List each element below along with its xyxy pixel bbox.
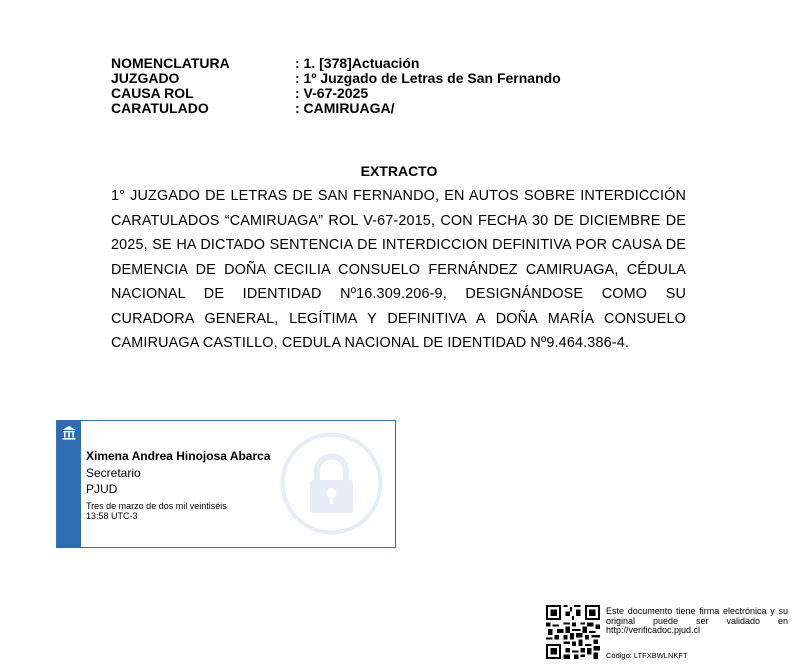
lock-watermark-icon (279, 431, 384, 536)
header-value: : CAMIRUAGA/ (295, 100, 395, 116)
header-value: : V-67-2025 (295, 85, 369, 101)
header-row-juzgado (111, 71, 561, 86)
header-row-caratulado (111, 101, 561, 116)
header-label: NOMENCLATURA (111, 55, 230, 71)
extract-body: 1° JUZGADO DE LETRAS DE SAN FERNANDO, EN AUTOS SOBRE INTERDICCIÓN CARATULADOS “CAMIRUAGA” ROL V-67-2015, CON FECHA 30 DE DICIEMBRE DE 2025, SE HA DICTADO SENTENCIA DE INTERDICCION DEFINITIVA POR CAUSA DE DEMENCIA DE DOÑA CECILIA CONSUELO FERNÁNDEZ CAMIRUAGA, CÉDULA NACIONAL DE IDENTIDAD Nº16.309.206-9, DESIGNÁNDOSE COMO SU CURADORA GENERAL, LEGÍTIMA Y DEFINITIVA A DOÑA MARÍA CONSUELO CAMIRUAGA CASTILLO, CEDULA NACIONAL DE IDENTIDAD Nº9.464.386-4. (111, 188, 686, 351)
case-header (111, 56, 561, 116)
signature-sidebar (57, 421, 81, 547)
qr-code (546, 605, 600, 659)
header-value: : 1º Juzgado de Letras de San Fernando (295, 70, 561, 86)
verification-notice: Este documento tiene firma electrónica y su original puede ser validado en http://verificadoc.pjud.cl (606, 606, 788, 635)
signature-date-text: Tres de marzo de dos mil veintiséis (86, 501, 227, 511)
header-row-nomenclatura (111, 56, 561, 71)
header-row-causa-rol (111, 86, 561, 101)
signature-time: 13:58 UTC-3 (86, 511, 138, 521)
header-value: : 1. [378]Actuación (295, 55, 420, 71)
document-title (0, 163, 798, 179)
signer-name: Ximena Andrea Hinojosa Abarca (86, 449, 271, 463)
verification-code: Código: LTFXBWLNKFT (606, 651, 688, 660)
title-text: EXTRACTO (360, 163, 438, 179)
courthouse-icon (61, 425, 77, 441)
header-label: JUZGADO (111, 70, 180, 86)
signer-role: Secretario (86, 466, 141, 480)
header-label: CARATULADO (111, 100, 209, 116)
signer-organization: PJUD (86, 482, 118, 496)
signature-date (86, 501, 227, 521)
header-label: CAUSA ROL (111, 85, 194, 101)
signature-box (56, 420, 396, 548)
